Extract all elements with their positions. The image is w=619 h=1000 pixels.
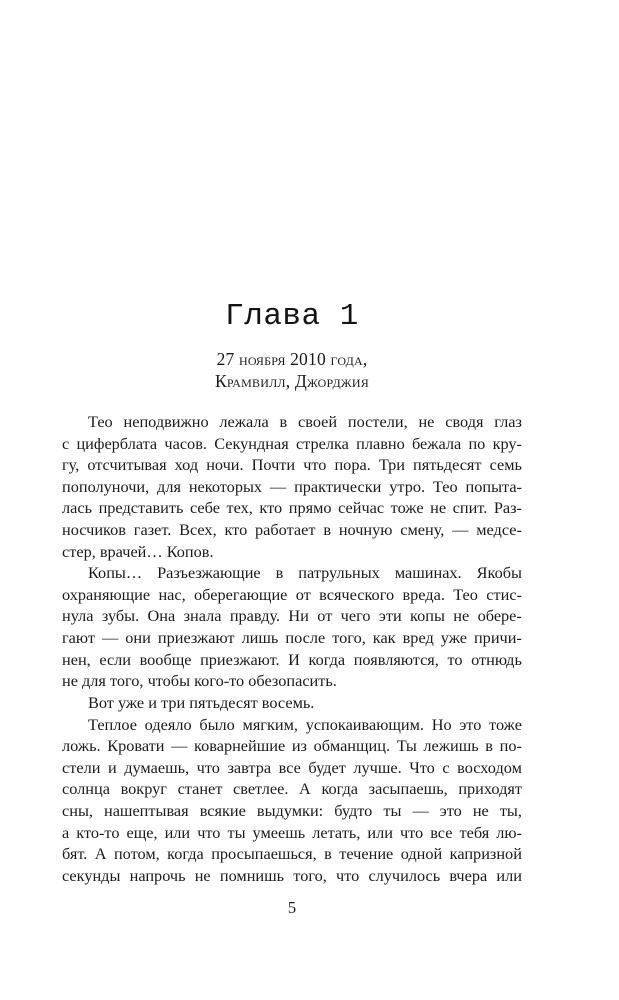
text-line: не для того, чтобы кого-то обезопасить. <box>62 671 337 691</box>
text-line: бят. А потом, когда просыпаешься, в течение одной капризной <box>62 844 522 864</box>
dateline-place: Крамвилл, Джорджия <box>215 370 369 391</box>
text-line: Вот уже и три пятьдесят восемь. <box>88 692 315 712</box>
dateline <box>62 349 522 392</box>
text-line: носчиков газет. Всех, кто работает в ночную смену, — медсе- <box>62 520 522 540</box>
text-line: солнца вокруг станет светлее. А когда засыпаешь, приходят <box>62 779 522 799</box>
text-line: нен, если вообще приезжают. И когда появляются, то отнюдь <box>62 649 522 669</box>
text-line: а кто-то еще, или что ты умеешь летать, или что все тебя лю- <box>62 822 522 842</box>
text-line: нула зубы. Она знала правду. Ни от чего эти копы не обере- <box>62 606 522 626</box>
body-text <box>62 411 522 886</box>
text-line: стер, врачей… Копов. <box>62 541 214 561</box>
text-line: ложь. Кровати — коварнейшие из обманщиц. Ты лежишь в по- <box>62 736 522 756</box>
text-line: Теплое одеяло было мягким, успокаивающим. Но это тоже <box>88 714 522 734</box>
text-line: сны, нашептывая всякие выдумки: будто ты — это не ты, <box>62 800 522 820</box>
text-line: гают — они приезжают лишь после того, как вред уже причи- <box>62 628 522 648</box>
text-line: охраняющие нас, оберегающие от всяческого вреда. Тео стис- <box>62 584 522 604</box>
text-line: лась представить себе тех, кто прямо сейчас тоже не спит. Раз- <box>62 498 522 518</box>
text-line: гу, отсчитывая ход ночи. Почти что пора. Три пятьдесят семь <box>62 455 522 475</box>
text-line: Тео неподвижно лежала в своей постели, не сводя глаз <box>88 412 522 431</box>
text-line: пополуночи, для некоторых — практически утро. Тео попыта- <box>62 476 522 496</box>
page-number: 5 <box>287 898 297 917</box>
text-line: с циферблата часов. Секундная стрелка плавно бежала по кру- <box>62 433 522 453</box>
text-line: стели и думаешь, что завтра все будет лучше. Что с восходом <box>62 757 522 777</box>
dateline-date: 27 ноября 2010 года, <box>216 349 368 369</box>
chapter-title: Глава 1 <box>225 299 359 334</box>
text-line: Копы… Разъезжающие в патрульных машинах. Якобы <box>88 563 522 583</box>
text-line: секунды напрочь не помнишь того, что случилось вчера или <box>62 865 522 885</box>
